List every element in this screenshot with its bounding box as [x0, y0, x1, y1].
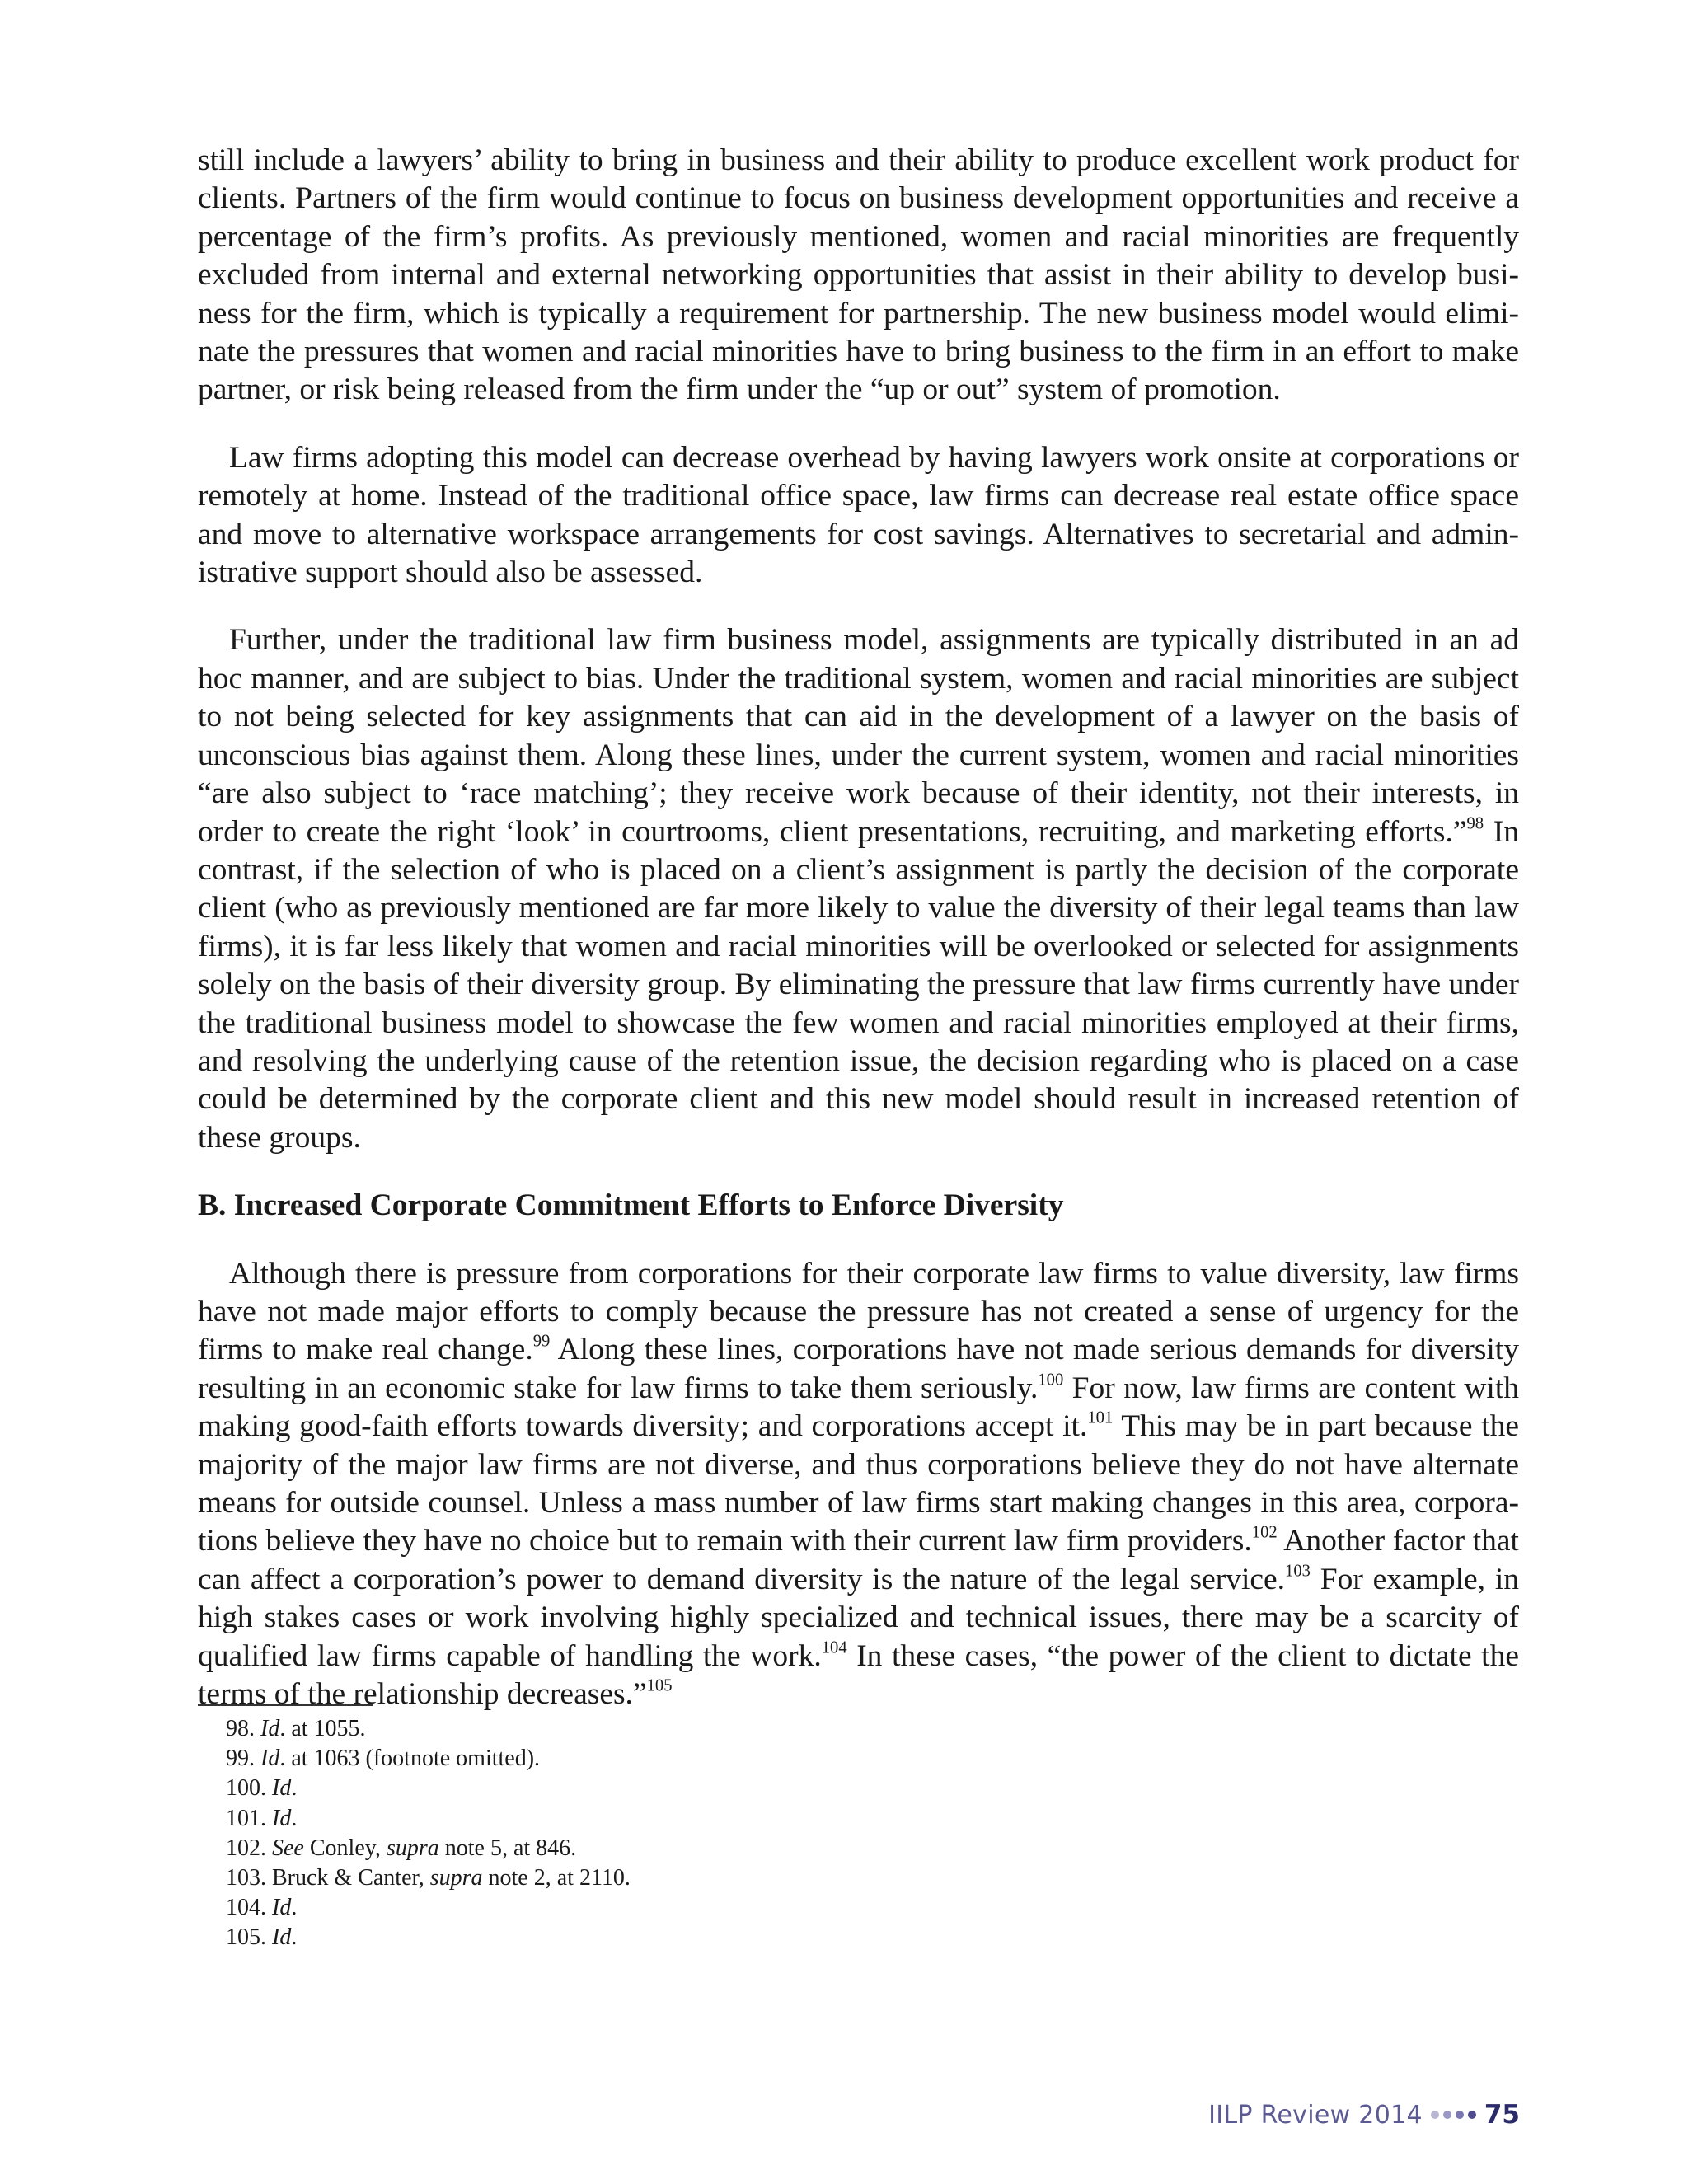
section-heading: B. Increased Corporate Commitment Efforts to Enforce Diversity: [198, 1188, 1064, 1223]
text-run: Law firms adopting this model can decrease overhead by having lawyers work onsite at corporations or remotely at home. Instead of the traditional office space, law firms can decrease real estate office space and move to alternative workspace arrangements for cost savings. Alternatives to secretarial and administrative support should also be assessed.: [198, 440, 1519, 590]
italic-text: Id: [272, 1924, 292, 1951]
footnote-divider: [198, 1704, 373, 1706]
footnote-item: [226, 1714, 631, 1744]
text-run: .: [291, 1924, 298, 1951]
text-run: . at 1063 (footnote omitted).: [279, 1746, 541, 1772]
italic-text: See: [272, 1835, 304, 1861]
footnote-item: [226, 1923, 631, 1952]
text-run: Along these lines, corporations have not made serious demands for diversity resulting in an economic stake for law firms to take them seriously.: [198, 1333, 1519, 1405]
italic-text: Id: [272, 1775, 292, 1802]
text-run: note 2, at 2110.: [482, 1865, 631, 1891]
footnote-item: [226, 1744, 631, 1774]
footnote-item: [226, 1804, 631, 1834]
text-run: Although there is pressure from corporations for their corporate law firms to value diversity, law firms have not made major efforts to comply because the pressure has not created a sense of urgency for the firms to make real change.: [198, 1256, 1519, 1367]
text-run: This may be in part because the majority of the major law firms are not diverse, and thus corporations believe they do not have alternate means for outside counsel. Unless a mass number of law firms start making changes in this area, corporations believe they have no choice but to remain with their current law firm providers.: [198, 1409, 1520, 1558]
paragraph-2: [198, 439, 1519, 593]
ornament-dot-icon: [1468, 2111, 1476, 2119]
paragraph-1: [198, 142, 1519, 410]
journal-title: IILP Review 2014: [1208, 2100, 1423, 2130]
dots-ornament: [1431, 2111, 1476, 2119]
footnote-item: [226, 1863, 631, 1893]
text-run: Conley,: [303, 1835, 387, 1861]
paragraph-3: [198, 621, 1519, 1157]
text-run: 101.: [226, 1805, 272, 1831]
text-run: In these cases, “the power of the client to dictate the terms of the relationship decreases.”: [198, 1638, 1519, 1712]
italic-text: supra: [386, 1835, 439, 1861]
text-run: .: [291, 1895, 298, 1921]
text-run: 104.: [226, 1895, 272, 1921]
italic-text: supra: [429, 1865, 483, 1891]
footnote-item: [226, 1893, 631, 1923]
footnote-ref: 99: [532, 1332, 551, 1351]
footnote-ref: 101: [1087, 1408, 1114, 1427]
text-run: In contrast, if the selection of who is placed on a client’s assignment is partly the decision of the corporate client (who as previously mentioned are far more likely to value the diversity of their legal teams than law firms), it is far less likely that women and racial minorities will be overlooked or selected for assignments solely on the basis of their diversity group. By eliminating the pressure that law firms currently have under the traditional business model to showcase the few women and racial minorities employed at their firms, and resolving the underlying cause of the retention issue, the decision regarding who is placed on a case could be determined by the corporate client and this new model should result in increased retention of these groups.: [198, 814, 1519, 1155]
footnote-ref: 105: [646, 1676, 673, 1695]
footnote-ref: 102: [1251, 1523, 1278, 1542]
italic-text: Id: [272, 1805, 292, 1831]
body-text: [198, 142, 1519, 1743]
footnote-ref: 104: [821, 1638, 847, 1657]
text-run: Another factor that can affect a corporation’s power to demand diversity is the nature of the legal service.: [198, 1524, 1519, 1596]
footnote-ref: 98: [1466, 814, 1484, 833]
text-run: 100.: [226, 1775, 272, 1802]
text-run: 99.: [226, 1746, 260, 1772]
text-run: 102.: [226, 1835, 272, 1861]
paragraph-4: [198, 1255, 1519, 1714]
italic-text: Id: [272, 1895, 292, 1921]
text-run: For now, law firms are content with making good-faith efforts towards diversity; and corporations accept it.: [198, 1371, 1519, 1444]
page-footer: [1208, 2100, 1520, 2130]
ornament-dot-icon: [1456, 2111, 1464, 2119]
footnote-item: [226, 1834, 631, 1863]
ornament-dot-icon: [1431, 2111, 1439, 2119]
text-run: .: [291, 1805, 298, 1831]
text-run: 103. Bruck & Canter,: [226, 1865, 430, 1891]
footnote-ref: 100: [1038, 1371, 1064, 1390]
ornament-dot-icon: [1443, 2111, 1451, 2119]
footnote-item: [226, 1774, 631, 1803]
text-run: 98.: [226, 1716, 260, 1741]
text-run: still include a lawyers’ ability to bring in business and their ability to produce excellent work product for clients. Partners of the firm would continue to focus on business development opportunities and receive a percentage of the firm’s profits. As previously mentioned, women and racial minorities are frequently excluded from internal and external networking opportunities that assist in their ability to develop business for the firm, which is typically a requirement for partnership. The new business model would eliminate the pressures that women and racial minorities have to bring business to the firm in an effort to make partner, or risk being released from the firm under the “up or out” system of promotion.: [198, 143, 1519, 407]
italic-text: Id: [260, 1716, 280, 1741]
text-run: .: [291, 1775, 298, 1802]
text-run: Further, under the traditional law firm business model, assignments are typically distributed in an ad hoc manner, and are subject to bias. Under the traditional system, women and racial minorities are subject to not being selected for key assignments that can aid in the development of a lawyer on the basis of unconscious bias against them. Along these lines, under the current system, women and racial minorities “are also subject to ‘race matching’; they receive work because of their identity, not their interests, in order to create the right ‘look’ in courtrooms, client presentations, recruiting, and marketing efforts.”: [198, 623, 1519, 849]
text-run: For example, in high stakes cases or work involving highly specialized and technical issues, there may be a scarcity of qualified law firms capable of handling the work.: [198, 1562, 1519, 1673]
italic-text: Id: [260, 1746, 280, 1772]
footnotes-list: [226, 1714, 631, 1953]
text-run: 105.: [226, 1924, 272, 1951]
footnote-ref: 103: [1285, 1562, 1311, 1581]
page-number: 75: [1484, 2100, 1520, 2130]
text-run: note 5, at 846.: [438, 1835, 577, 1861]
text-run: . at 1055.: [279, 1716, 366, 1741]
